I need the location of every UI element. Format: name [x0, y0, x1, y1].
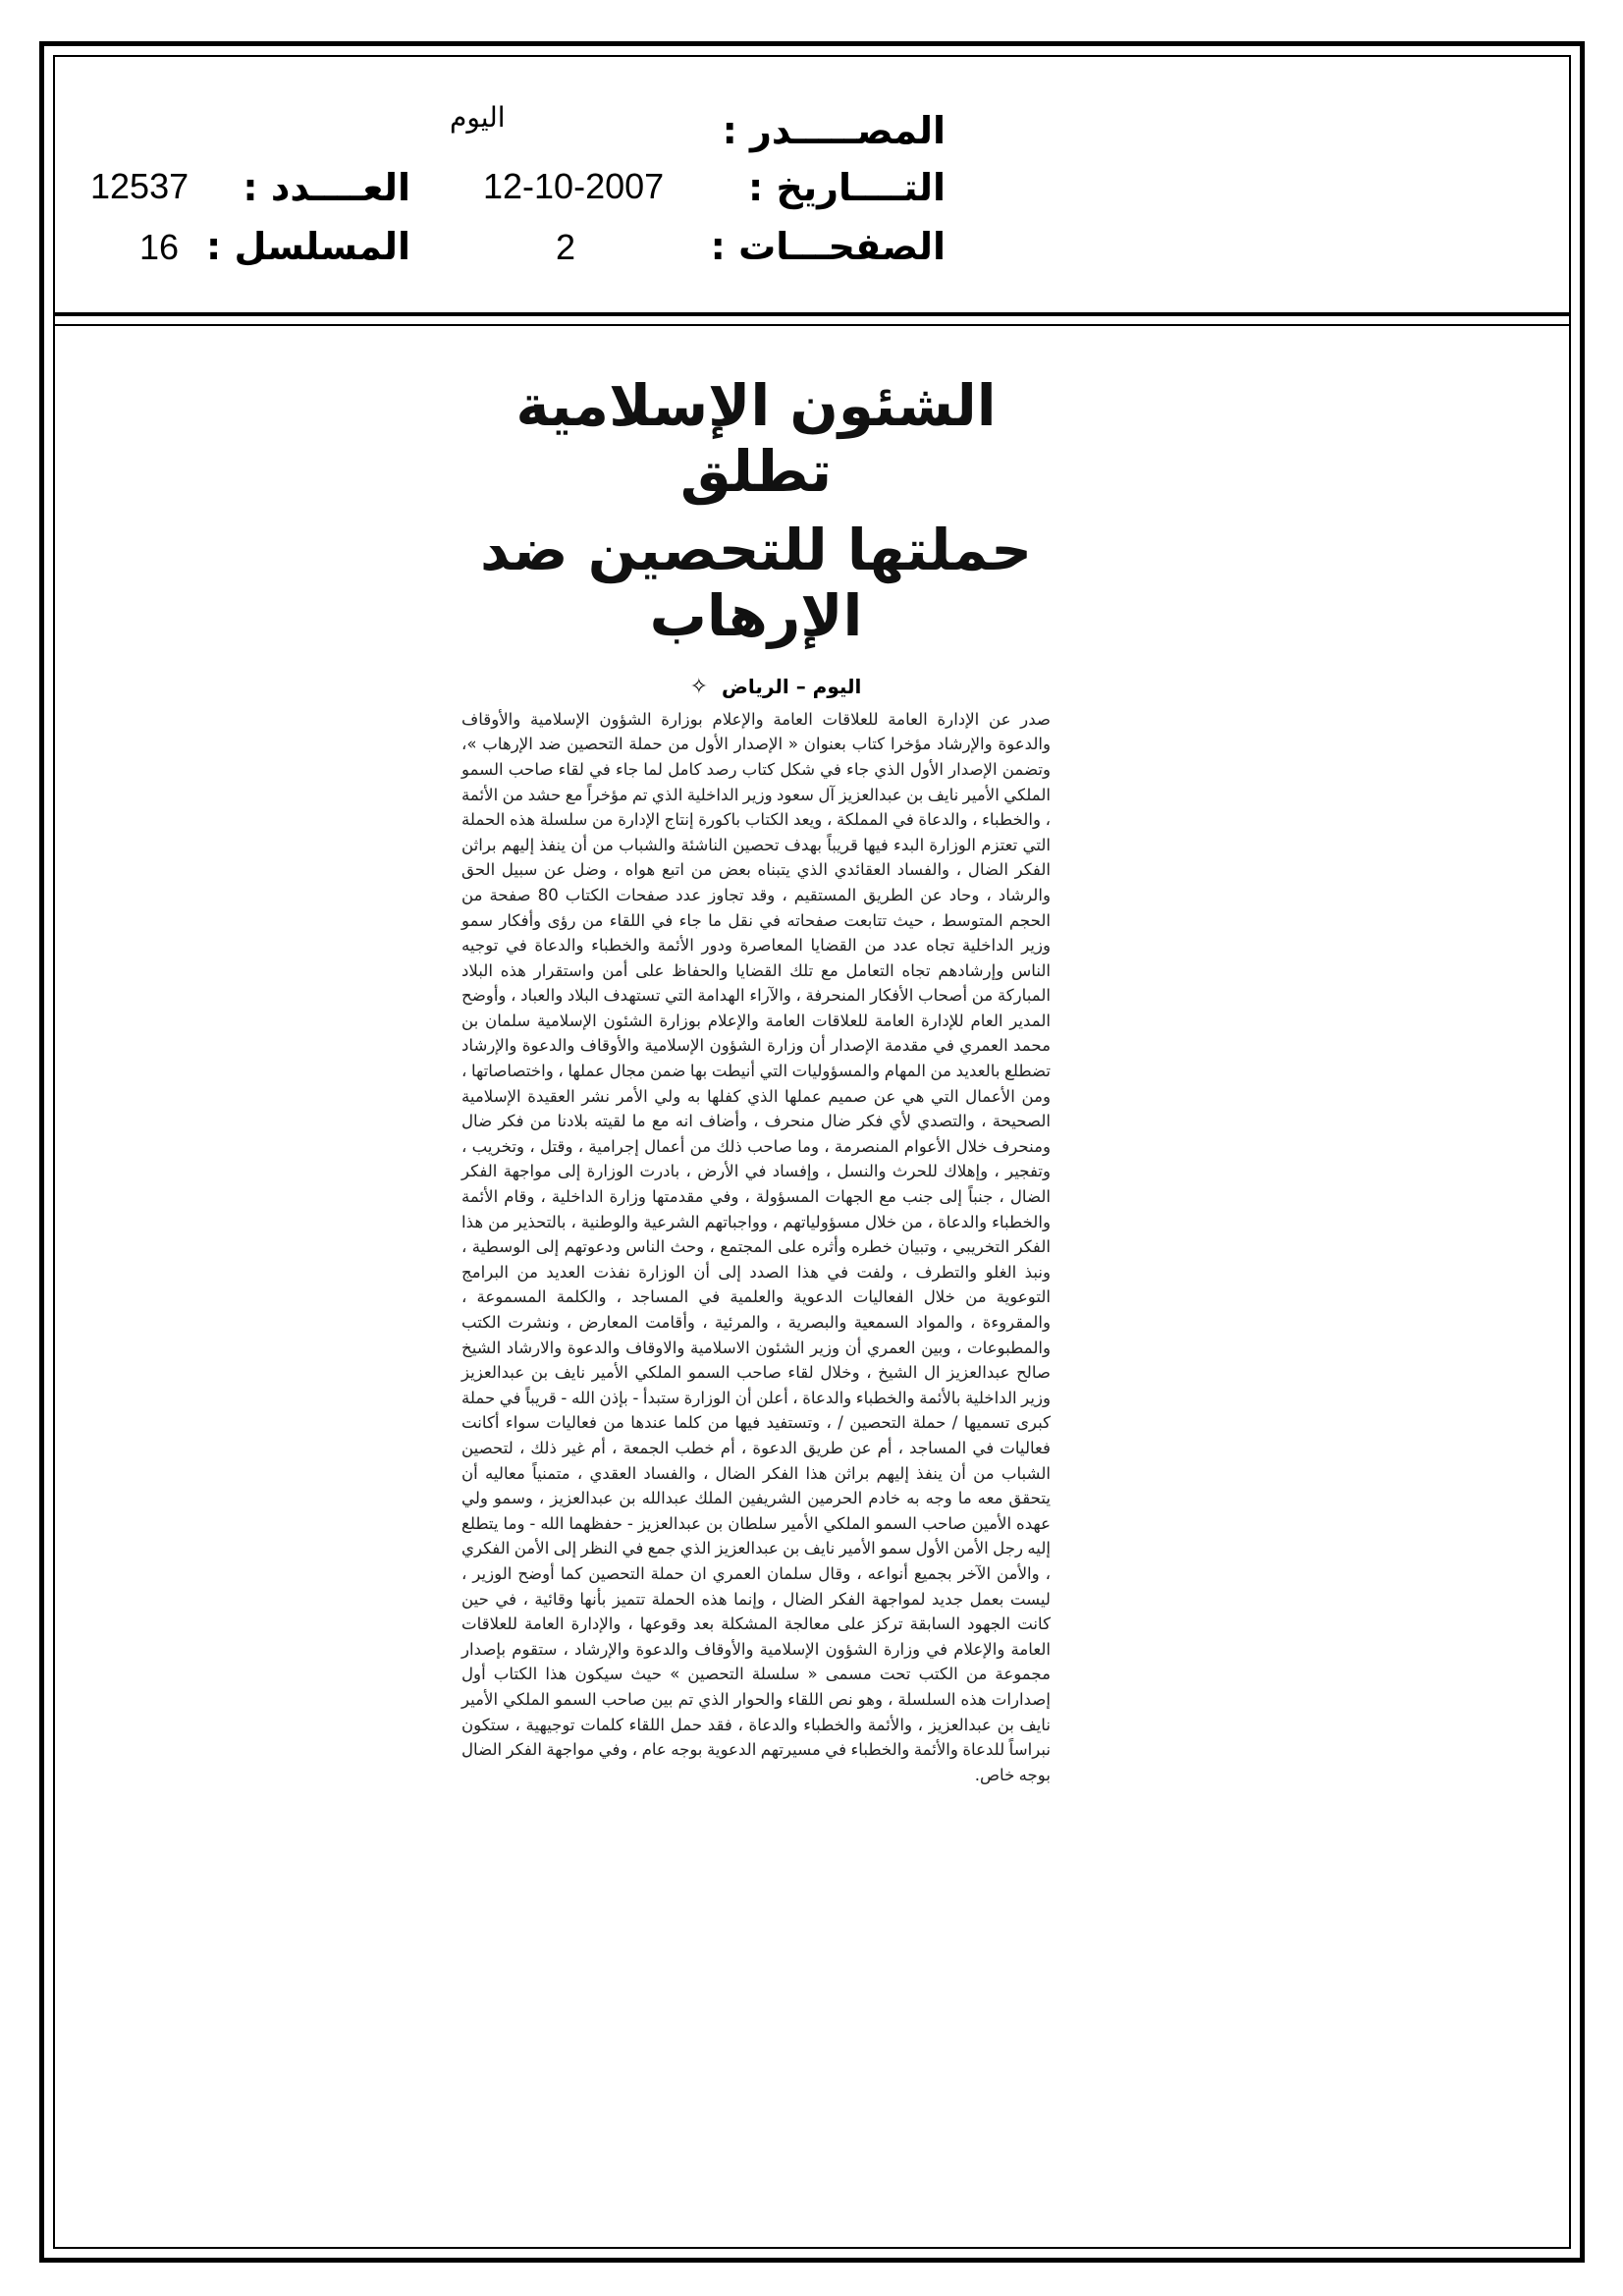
headline-line-2: حملتها للتحصين ضد الإرهاب — [480, 517, 1032, 650]
source-label: المصـــــدر : — [722, 109, 946, 152]
header-separator — [53, 312, 1571, 316]
date-label: التــــاريخ : — [748, 166, 946, 209]
pages-label: الصفحـــات : — [710, 225, 946, 268]
header-separator-thin — [53, 324, 1571, 326]
serial-label: المسلسل : — [206, 225, 410, 268]
headline-line-1: الشئون الإسلامية تطلق — [515, 372, 997, 505]
article-clipping — [461, 361, 1051, 2090]
article-body: صدر عن الإدارة العامة للعلاقات العامة والإعلام بوزارة الشؤون الإسلامية والأوقاف والدعوة والإرشاد مؤخرا كتاب بعنوان « الإصدار الأول من حملة التحصين ضد الإرهاب »، وتضمن الإصدار الأول الذي جاء في شكل كتاب رصد كامل لما جاء في لقاء صاحب السمو الملكي الأمير نايف بن عبدالعزيز آل سعود وزير الداخلية الذي تم مؤخراً مع حشد من الأئمة ، والخطباء ، والدعاة في المملكة ، ويعد الكتاب باكورة إنتاج الإدارة من سلسلة هذه الحملة التي تعتزم الوزارة البدء فيها قريباً بهدف تحصين الناشئة والشباب من أن ينفذ إليهم براثن الفكر الضال ، والفساد العقائدي الذي يتبناه بعض من اتبع هواه ، وضل عن سبيل الحق والرشاد ، وحاد عن الطريق المستقيم ، وقد تجاوز عدد صفحات الكتاب 80 صفحة من الحجم المتوسط ، حيث تتابعت صفحاته في نقل ما جاء في اللقاء من رؤى وأفكار سمو وزير الداخلية تجاه عدد من القضايا المعاصرة ودور الأئمة والخطباء والدعاة في توجيه الناس وإرشادهم تجاه التعامل مع تلك القضايا والحفاظ على أمن واستقرار هذه البلاد المباركة من أصحاب الأفكار المنحرفة ، والآراء الهدامة التي تستهدف البلاد والعباد ، وأوضح المدير العام للإدارة العامة للعلاقات العامة والإعلام بوزارة الشئون الإسلامية سلمان بن محمد العمري في مقدمة الإصدار أن وزارة الشؤون الإسلامية والأوقاف والدعوة والإرشاد تضطلع بالعديد من المهام والمسؤوليات التي أنيطت بها ضمن مجال عملها ، واختصاصاتها ، ومن الأعمال التي هي عن صميم عملها الذي كفلها به ولي الأمر نشر العقيدة الإسلامية الصحيحة ، والتصدي لأي فكر ضال منحرف ، وأضاف انه مع ما لقيته بلادنا من فكر ضال ومنحرف خلال الأعوام المنصرمة ، وما صاحب ذلك من أعمال إجرامية ، وقتل ، وتخريب ، وتفجير ، وإهلاك للحرث والنسل ، وإفساد في الأرض ، بادرت الوزارة إلى مواجهة الفكر الضال ، جنباً إلى جنب مع الجهات المسؤولة ، وفي مقدمتها وزارة الداخلية ، وقام الأئمة والخطباء والدعاة ، من خلال مسؤولياتهم ، وواجباتهم الشرعية والوطنية ، بالتحذير من هذا الفكر التخريبي ، وتبيان خطره وأثره على المجتمع ، وحث الناس ودعوتهم إلى الوسطية ، ونبذ الغلو والتطرف ، ولفت في هذا الصدد إلى أن الوزارة نفذت العديد من البرامج التوعوية من خلال الفعاليات الدعوية والعلمية في المساجد ، والكلمة المسموعة ، والمقروءة ، والمواد السمعية والبصرية ، والمرئية ، وأقامت المعارض ، ونشرت الكتب والمطبوعات ، وبين العمري أن وزير الشئون الاسلامية والاوقاف والدعوة والارشاد الشيخ صالح عبدالعزيز ال الشيخ ، وخلال لقاء صاحب السمو الملكي الأمير نايف بن عبدالعزيز وزير الداخلية بالأئمة والخطباء والدعاة ، أعلن أن الوزارة ستبدأ - بإذن الله - قريباً في حملة كبرى تسميها / حملة التحصين / ، وتستفيد فيها من كلما عندها من فعاليات سواء أكانت فعاليات في المساجد ، أم عن طريق الدعوة ، أم خطب الجمعة ، أم غير ذلك ، لتحصين الشباب من أن ينفذ إليهم براثن هذا الفكر الضال ، والفساد العقدي ، متمنياً معاليه أن يتحقق معه ما وجه به خادم الحرمين الشريفين الملك عبدالله بن عبدالعزيز ، وسمو ولي عهده الأمين صاحب السمو الملكي الأمير سلطان بن عبدالعزيز - حفظهما الله - وما يتطلع إليه رجل الأمن الأول سمو الأمير نايف بن عبدالعزيز الذي جمع في النظر إلى الأمن الفكري ، والأمن الآخر بجميع أنواعه ، وقال سلمان العمري ان حملة التحصين كما أوضح الوزير ، ليست بعمل جديد لمواجهة الفكر الضال ، وإنما هذه الحملة تتميز بأنها وقائية ، في حين كانت الجهود السابقة تركز على معالجة المشكلة بعد وقوعها ، والإدارة العامة للعلاقات العامة والإعلام في وزارة الشؤون الإسلامية والأوقاف والدعوة والإرشاد ، ستقوم بإصدار مجموعة من الكتب تحت مسمى « سلسلة التحصين » حيث سيكون هذا الكتاب أول إصدارات هذه السلسلة ، وهو نص اللقاء والحوار الذي تم بين صاحب السمو الملكي الأمير نايف بن عبدالعزيز ، والأئمة والخطباء والدعاة ، فقد حمل اللقاء كلمات توجيهية ، ستكون نبراساً للدعاة والأئمة والخطباء في مسيرتهم الدعوية بوجه عام ، وفي مواجهة الفكر الضال بوجه خاص. — [461, 709, 1051, 1784]
issue-value: 12537 — [90, 166, 189, 206]
byline — [461, 675, 1051, 699]
source-value: اليوم — [450, 101, 506, 134]
serial-value: 16 — [139, 227, 180, 267]
issue-label: العــــدد : — [243, 166, 410, 209]
byline-text: اليوم – الرياض — [722, 674, 862, 698]
date-value: 12-10-2007 — [483, 166, 665, 206]
diamond-star-icon: ✧ — [689, 674, 709, 699]
pages-value: 2 — [556, 227, 576, 267]
